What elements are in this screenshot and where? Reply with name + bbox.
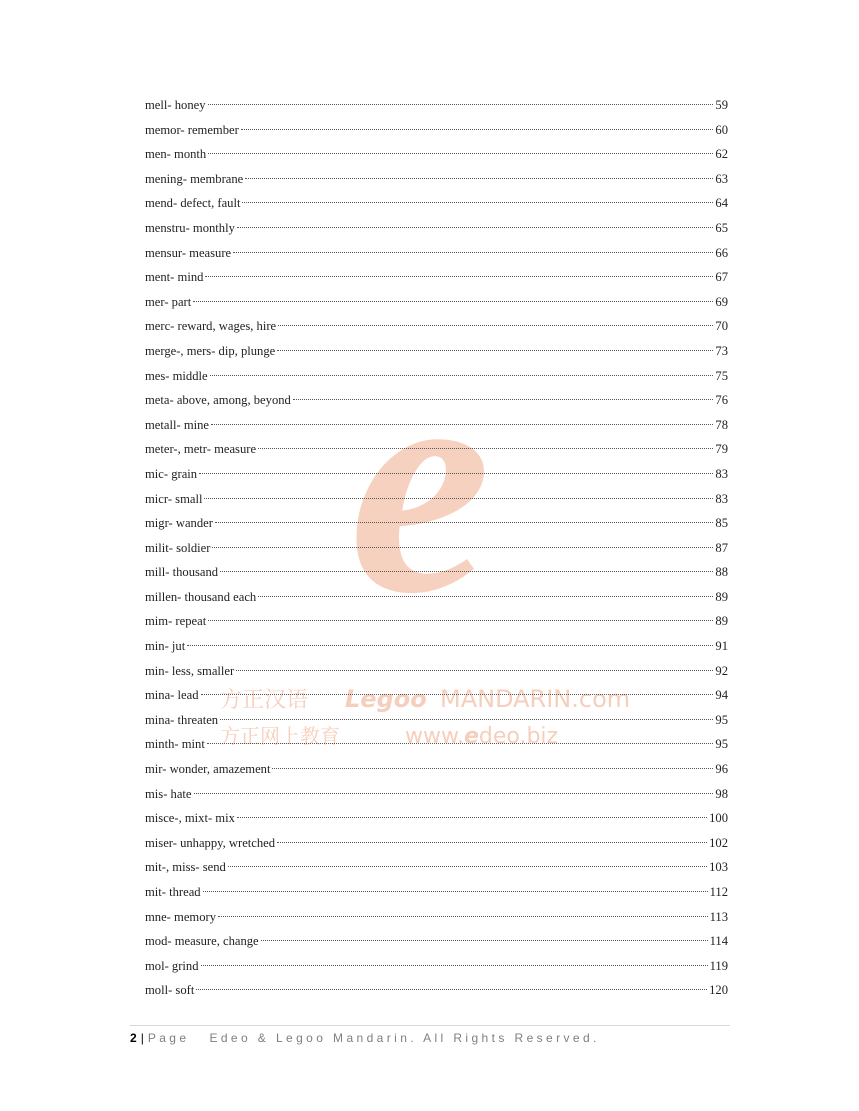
toc-entry-page-number: 75 [715, 368, 728, 383]
toc-entry[interactable] [145, 806, 728, 831]
toc-entry[interactable] [145, 659, 728, 684]
toc-entry[interactable] [145, 93, 728, 118]
toc-dot-leader [233, 252, 713, 253]
toc-entry-page-number: 95 [715, 712, 728, 727]
toc-entry-label: memor- remember [145, 122, 239, 137]
toc-entry[interactable] [145, 241, 728, 266]
toc-entry-label: mic- grain [145, 466, 198, 481]
toc-dot-leader [208, 104, 714, 105]
toc-entry-page-number: 79 [715, 442, 728, 457]
toc-entry-label: mina- threaten [145, 712, 219, 727]
watermark-brand: Legoo [345, 685, 427, 713]
toc-entry[interactable] [145, 265, 728, 290]
toc-entry[interactable] [145, 782, 728, 807]
toc-dot-leader [210, 375, 714, 376]
toc-entry-page-number: 91 [715, 639, 728, 654]
toc-entry-label: mol- grind [145, 958, 199, 973]
toc-entry-label: meta- above, among, beyond [145, 393, 291, 408]
toc-dot-leader [201, 965, 708, 966]
toc-entry-page-number: 87 [715, 540, 728, 555]
toc-entry[interactable] [145, 339, 728, 364]
toc-entry-label: merge-, mers- dip, plunge [145, 343, 276, 358]
toc-entry-page-number: 120 [709, 983, 728, 998]
toc-entry-page-number: 114 [709, 934, 728, 949]
toc-entry-page-number: 83 [715, 491, 728, 506]
toc-dot-leader [194, 793, 714, 794]
toc-entry-label: mina- lead [145, 688, 199, 703]
toc-entry-page-number: 89 [715, 589, 728, 604]
toc-entry-page-number: 67 [715, 270, 728, 285]
toc-entry-label: menstru- monthly [145, 220, 235, 235]
toc-dot-leader [211, 424, 713, 425]
toc-dot-leader [277, 842, 707, 843]
toc-entry[interactable] [145, 364, 728, 389]
toc-dot-leader [237, 227, 714, 228]
toc-dot-leader [245, 178, 713, 179]
toc-entry-label: merc- reward, wages, hire [145, 319, 277, 334]
toc-entry-page-number: 78 [715, 417, 728, 432]
watermark-site-line1: MANDARIN.com [440, 685, 631, 713]
toc-dot-leader [242, 202, 713, 203]
toc-entry-page-number: 70 [715, 319, 728, 334]
toc-entry-page-number: 76 [715, 393, 728, 408]
toc-entry[interactable] [145, 560, 728, 585]
toc-entry[interactable] [145, 462, 728, 487]
page-footer [130, 1030, 600, 1046]
toc-entry-label: moll- soft [145, 983, 195, 998]
toc-entry-page-number: 100 [709, 811, 728, 826]
watermark-cn-line2: 方正网上教育 [220, 724, 340, 748]
toc-entry[interactable] [145, 314, 728, 339]
toc-entry-page-number: 102 [709, 835, 728, 850]
toc-entry-label: micr- small [145, 491, 203, 506]
footer-copyright: Edeo & Legoo Mandarin. All Rights Reserved. [209, 1031, 600, 1045]
toc-entry-page-number: 89 [715, 614, 728, 629]
toc-entry-page-number: 95 [715, 737, 728, 752]
toc-entry-page-number: 119 [709, 958, 728, 973]
toc-dot-leader [208, 153, 713, 154]
toc-entry-label: mit-, miss- send [145, 860, 226, 875]
toc-entry[interactable] [145, 487, 728, 512]
toc-dot-leader [261, 940, 708, 941]
toc-dot-leader [207, 743, 714, 744]
toc-entry[interactable] [145, 437, 728, 462]
toc-dot-leader [258, 448, 713, 449]
toc-entry-label: mim- repeat [145, 614, 207, 629]
toc-entry-page-number: 112 [709, 885, 728, 899]
toc-entry[interactable] [145, 634, 728, 659]
toc-dot-leader [193, 301, 713, 302]
footer-divider [130, 1025, 730, 1026]
toc-entry[interactable] [145, 142, 728, 167]
toc-entry-label: mne- memory [145, 909, 216, 924]
toc-entry[interactable] [145, 388, 728, 413]
footer-separator: | [140, 1031, 144, 1045]
toc-entry[interactable] [145, 609, 728, 634]
toc-entry-page-number: 69 [715, 294, 728, 309]
toc-entry-label: mend- defect, fault [145, 196, 241, 211]
toc-entry-page-number: 103 [709, 860, 728, 875]
toc-entry[interactable] [145, 536, 728, 561]
toc-dot-leader [212, 547, 713, 548]
toc-entry[interactable] [145, 954, 728, 979]
toc-entry[interactable] [145, 732, 728, 757]
toc-entry-page-number: 64 [715, 196, 728, 211]
toc-dot-leader [203, 891, 708, 892]
toc-entry-label: min- jut [145, 639, 186, 654]
toc-entry-page-number: 98 [715, 786, 728, 801]
toc-entry-label: miser- unhappy, wretched [145, 835, 276, 850]
toc-entry[interactable] [145, 855, 728, 880]
footer-page-number: 2 [130, 1031, 137, 1045]
watermark-cn-line1: 方正汉语 [220, 688, 309, 713]
toc-entry-label: mill- thousand [145, 565, 219, 580]
toc-dot-leader [228, 866, 707, 867]
toc-dot-leader [208, 620, 713, 621]
toc-entry[interactable] [145, 191, 728, 216]
toc-dot-leader [205, 276, 713, 277]
toc-dot-leader [236, 670, 713, 671]
toc-entry-label: mell- honey [145, 98, 206, 112]
toc-dot-leader [237, 817, 707, 818]
toc-dot-leader [204, 498, 713, 499]
toc-entry-label: min- less, smaller [145, 663, 235, 678]
toc-entry[interactable] [145, 290, 728, 315]
toc-entry-page-number: 73 [715, 343, 728, 358]
toc-entry[interactable] [145, 511, 728, 536]
watermark-logo-e: e [348, 306, 492, 660]
watermark-site-line2-post: deo.biz [478, 724, 559, 749]
toc-entry-label: misce-, mixt- mix [145, 811, 235, 826]
watermark-site-line2-e: e [463, 724, 479, 749]
toc-entry-label: migr- wander [145, 516, 213, 531]
toc-entry-label: millen- thousand each [145, 589, 257, 604]
toc-entry[interactable] [145, 757, 728, 782]
toc-entry-label: mod- measure, change [145, 934, 259, 949]
toc-dot-leader [199, 473, 713, 474]
toc-entry-label: metall- mine [145, 417, 209, 432]
toc-dot-leader [220, 719, 713, 720]
toc-dot-leader [278, 325, 713, 326]
toc-entry-page-number: 96 [715, 762, 728, 777]
toc-dot-leader [272, 768, 713, 769]
toc-entry-page-number: 60 [715, 122, 728, 137]
toc-dot-leader [277, 350, 713, 351]
watermark-site-line2-pre: www. [405, 724, 464, 749]
toc-dot-leader [293, 399, 714, 400]
toc-entry-label: mes- middle [145, 368, 208, 383]
toc-dot-leader [187, 645, 713, 646]
toc-entry-page-number: 88 [715, 565, 728, 580]
toc-entry[interactable] [145, 978, 728, 1003]
toc-entry-label: mensur- measure [145, 245, 232, 260]
toc-entry[interactable] [145, 167, 728, 192]
toc-entry-page-number: 62 [715, 147, 728, 162]
toc-entry-label: mening- membrane [145, 171, 244, 186]
toc-entry[interactable] [145, 929, 728, 954]
toc-entry-page-number: 83 [715, 466, 728, 481]
toc-entry-label: mis- hate [145, 786, 192, 801]
toc-entry[interactable] [145, 905, 728, 930]
toc-entry[interactable] [145, 585, 728, 610]
toc-entry-label: minth- mint [145, 737, 205, 752]
toc-dot-leader [241, 129, 714, 130]
toc-dot-leader [201, 694, 714, 695]
toc-entry[interactable] [145, 216, 728, 241]
toc-entry-page-number: 65 [715, 220, 728, 235]
toc-entry[interactable] [145, 708, 728, 733]
toc-entry-label: mer- part [145, 294, 192, 309]
toc-entry[interactable] [145, 118, 728, 143]
footer-page-word: Page [147, 1031, 190, 1045]
toc-entry[interactable] [145, 880, 728, 905]
table-of-contents [145, 93, 728, 1003]
toc-dot-leader [218, 916, 708, 917]
toc-entry-label: mir- wonder, amazement [145, 762, 271, 777]
toc-entry-page-number: 92 [715, 663, 728, 678]
toc-entry[interactable] [145, 831, 728, 856]
toc-entry-page-number: 59 [715, 98, 728, 112]
toc-entry-label: men- month [145, 147, 207, 162]
toc-entry-label: meter-, metr- measure [145, 442, 257, 457]
toc-entry-page-number: 113 [709, 909, 728, 924]
toc-entry-page-number: 94 [715, 688, 728, 703]
toc-dot-leader [196, 989, 707, 990]
toc-entry-label: ment- mind [145, 270, 204, 285]
toc-entry-page-number: 66 [715, 245, 728, 260]
toc-entry-page-number: 85 [715, 516, 728, 531]
toc-entry[interactable] [145, 683, 728, 708]
toc-dot-leader [258, 596, 713, 597]
toc-entry[interactable] [145, 413, 728, 438]
toc-entry-label: milit- soldier [145, 540, 211, 555]
toc-dot-leader [220, 571, 713, 572]
toc-dot-leader [215, 522, 713, 523]
toc-entry-page-number: 63 [715, 171, 728, 186]
toc-entry-label: mit- thread [145, 885, 201, 899]
